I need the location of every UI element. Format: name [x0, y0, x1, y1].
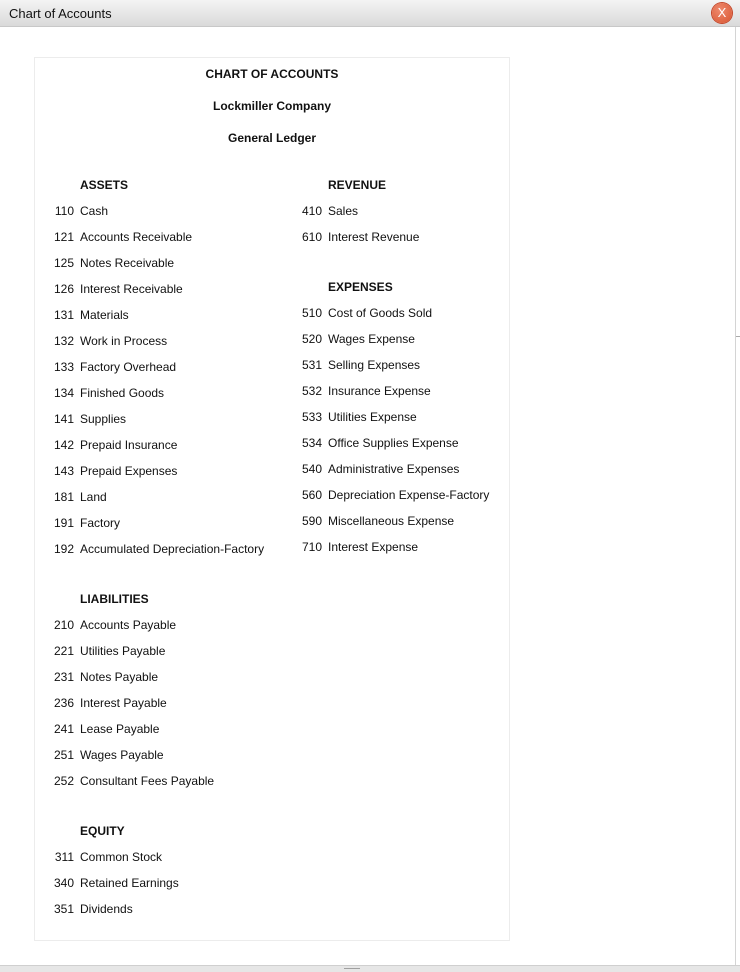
account-number: 131 [53, 308, 74, 322]
account-name: Dividends [80, 902, 133, 916]
account-name: Interest Revenue [328, 230, 420, 244]
account-number: 610 [301, 230, 322, 244]
account-name: Common Stock [80, 850, 163, 864]
account-name: Utilities Payable [80, 644, 166, 658]
account-name: Interest Expense [328, 540, 419, 554]
account-name: Interest Payable [80, 696, 167, 710]
account-number: 142 [53, 438, 74, 452]
account-name: Materials [80, 308, 129, 322]
account-number: 251 [53, 748, 74, 762]
account-number: 410 [301, 204, 322, 218]
account-name: Miscellaneous Expense [328, 514, 455, 528]
account-number: 191 [53, 516, 74, 530]
resize-grip-icon[interactable] [344, 968, 360, 969]
company-name: Lockmiller Company [212, 99, 332, 113]
account-name: Notes Receivable [80, 256, 175, 270]
account-name: Accounts Receivable [80, 230, 193, 244]
account-number: 141 [53, 412, 74, 426]
account-name: Factory [80, 516, 121, 530]
account-name: Consultant Fees Payable [80, 774, 215, 788]
account-number: 210 [53, 618, 74, 632]
account-name: Accounts Payable [80, 618, 177, 632]
account-number: 133 [53, 360, 74, 374]
account-number: 236 [53, 696, 74, 710]
account-name: Depreciation Expense-Factory [328, 488, 490, 502]
account-number: 125 [53, 256, 74, 270]
account-name: Selling Expenses [328, 358, 421, 372]
liabilities-heading: LIABILITIES [80, 592, 149, 606]
account-number: 540 [301, 462, 322, 476]
window-bottom-bar [0, 965, 740, 972]
account-number: 531 [301, 358, 322, 372]
account-number: 351 [53, 902, 74, 916]
account-number: 510 [301, 306, 322, 320]
account-name: Finished Goods [80, 386, 165, 400]
account-number: 132 [53, 334, 74, 348]
account-name: Sales [328, 204, 359, 218]
account-name: Administrative Expenses [328, 462, 460, 476]
account-name: Utilities Expense [328, 410, 417, 424]
account-name: Insurance Expense [328, 384, 431, 398]
account-number: 221 [53, 644, 74, 658]
account-name: Notes Payable [80, 670, 159, 684]
assets-heading: ASSETS [80, 178, 129, 192]
account-name: Cash [80, 204, 109, 218]
account-name: Wages Expense [328, 332, 415, 346]
window-titlebar [0, 0, 740, 27]
account-name: Lease Payable [80, 722, 160, 736]
account-number: 121 [53, 230, 74, 244]
window-right-edge [735, 27, 736, 965]
account-number: 126 [53, 282, 74, 296]
account-number: 192 [53, 542, 74, 556]
account-number: 110 [54, 204, 74, 218]
account-name: Factory Overhead [80, 360, 177, 374]
account-number: 532 [301, 384, 322, 398]
account-name: Cost of Goods Sold [328, 306, 433, 320]
page-title: CHART OF ACCOUNTS [205, 67, 339, 81]
close-button[interactable]: X [712, 3, 732, 23]
account-name: Work in Process [80, 334, 168, 348]
account-number: 241 [53, 722, 74, 736]
account-name: Prepaid Insurance [80, 438, 178, 452]
account-name: Interest Receivable [80, 282, 183, 296]
account-name: Accumulated Depreciation-Factory [80, 542, 265, 556]
equity-heading: EQUITY [80, 824, 125, 838]
account-name: Office Supplies Expense [328, 436, 459, 450]
account-number: 534 [301, 436, 322, 450]
account-number: 710 [301, 540, 322, 554]
account-number: 560 [301, 488, 322, 502]
account-name: Supplies [80, 412, 127, 426]
account-number: 340 [53, 876, 74, 890]
account-number: 252 [53, 774, 74, 788]
account-name: Retained Earnings [80, 876, 179, 890]
account-number: 181 [53, 490, 74, 504]
revenue-heading: REVENUE [328, 178, 387, 192]
edge-marker-line [736, 336, 740, 337]
ledger-name: General Ledger [227, 131, 317, 145]
expenses-heading: EXPENSES [328, 280, 393, 294]
account-number: 143 [53, 464, 74, 478]
account-number: 590 [301, 514, 322, 528]
account-number: 231 [53, 670, 74, 684]
account-name: Wages Payable [80, 748, 164, 762]
account-number: 533 [301, 410, 322, 424]
account-number: 134 [53, 386, 74, 400]
account-name: Land [80, 490, 107, 504]
window-title: Chart of Accounts [9, 6, 112, 21]
account-name: Prepaid Expenses [80, 464, 178, 478]
account-number: 311 [54, 850, 74, 864]
account-number: 520 [301, 332, 322, 346]
